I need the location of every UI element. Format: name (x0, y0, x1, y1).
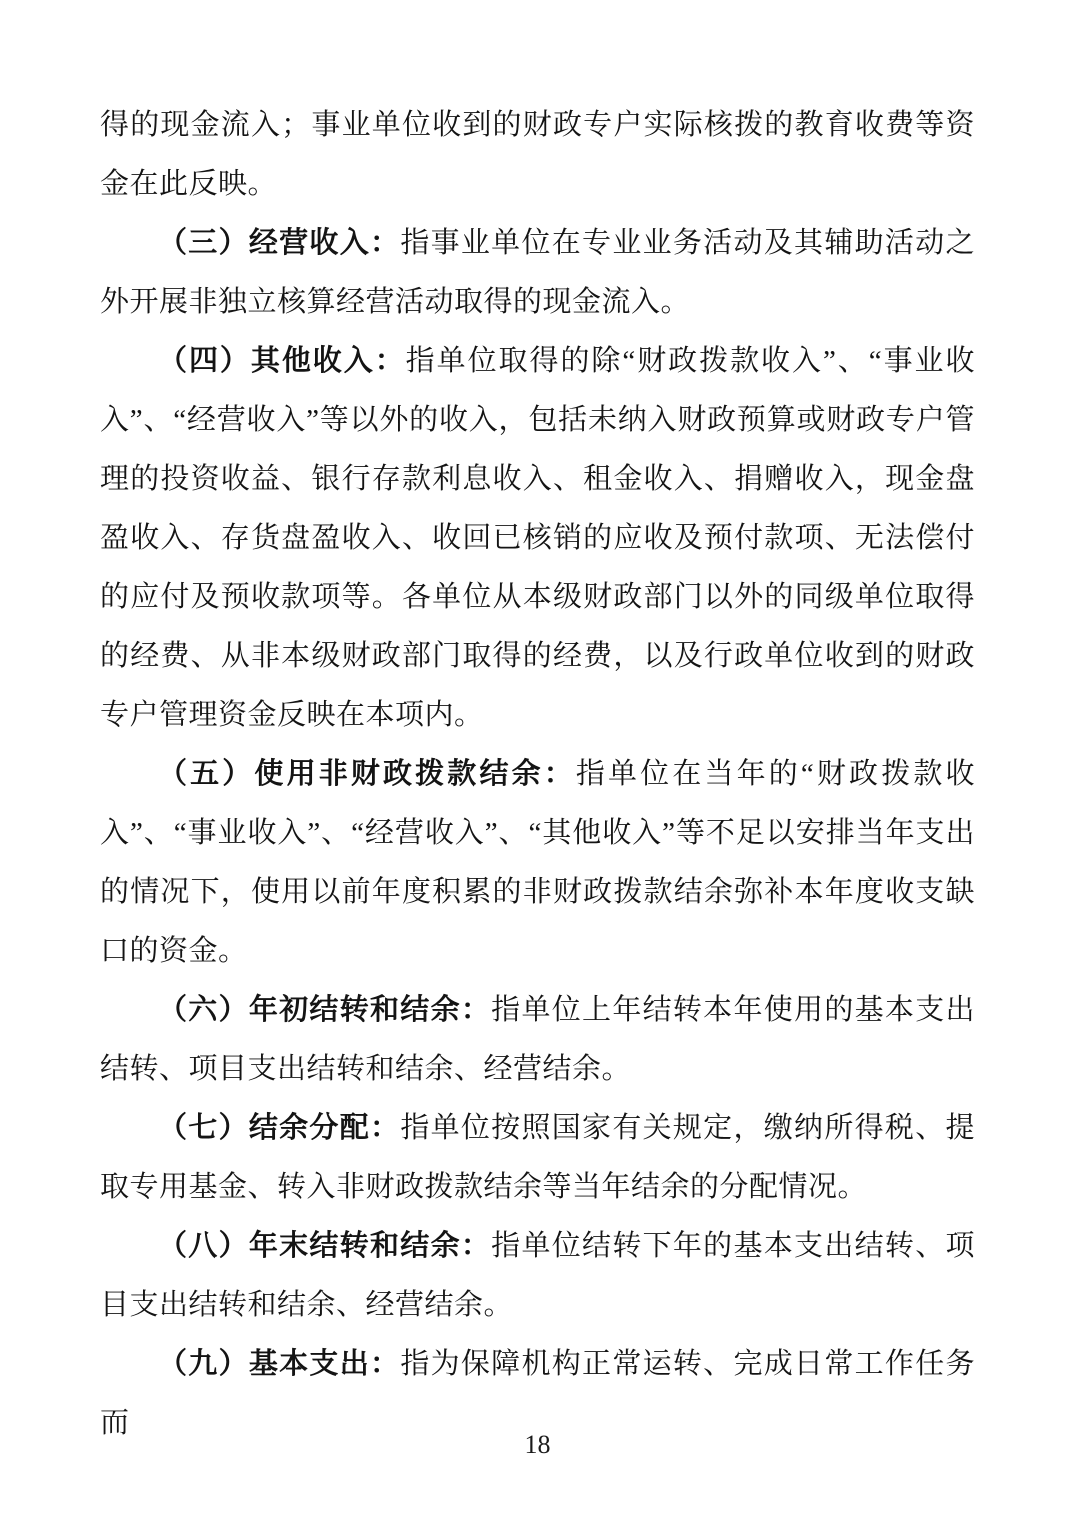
paragraph-heading: （五）使用非财政拨款结余： (158, 758, 576, 790)
page-number: 18 (524, 1430, 551, 1459)
paragraph-heading: （四）其他收入： (158, 345, 406, 377)
paragraph-item-5 (100, 745, 975, 981)
paragraph-text: 指单位上年结转本年使用的基本支出结转、项目支出结转和结余、经营结余。 (100, 994, 975, 1085)
paragraph-text: 得的现金流入；事业单位收到的财政专户实际核拨的教育收费等资金在此反映。 (100, 109, 975, 200)
paragraph-text: 指单位在当年的“财政拨款收入”、“事业收入”、“经营收入”、“其他收入”等不足以安排当年支出的情况下，使用以前年度积累的非财政拨款结余弥补本年度收支缺口的资金。 (100, 758, 975, 967)
paragraph-continuation (100, 96, 975, 214)
paragraph-text: 指为保障机构正常运转、完成日常工作任务而 (100, 1348, 975, 1439)
paragraph-heading: （七）结余分配： (158, 1112, 401, 1144)
document-body (100, 96, 975, 1453)
paragraph-text: 指事业单位在专业业务活动及其辅助活动之外开展非独立核算经营活动取得的现金流入。 (100, 227, 975, 318)
paragraph-heading: （六）年初结转和结余： (158, 994, 492, 1026)
paragraph-text: 指单位取得的除“财政拨款收入”、“事业收入”、“经营收入”等以外的收入，包括未纳入财政预算或财政专户管理的投资收益、银行存款利息收入、租金收入、捐赠收入，现金盘盈收入、存货盘盈收入、收回已核销的应收及预付款项、无法偿付的应付及预收款项等。各单位从本级财政部门以外的同级单位取得的经费、从非本级财政部门取得的经费，以及行政单位收到的财政专户管理资金反映在本项内。 (100, 345, 975, 731)
paragraph-heading: （三）经营收入： (158, 227, 401, 259)
paragraph-text: 指单位按照国家有关规定，缴纳所得税、提取专用基金、转入非财政拨款结余等当年结余的分配情况。 (100, 1112, 975, 1203)
paragraph-heading: （八）年末结转和结余： (158, 1230, 492, 1262)
paragraph-item-8 (100, 1217, 975, 1335)
paragraph-item-7 (100, 1099, 975, 1217)
paragraph-item-6 (100, 981, 975, 1099)
paragraph-text: 指单位结转下年的基本支出结转、项目支出结转和结余、经营结余。 (100, 1230, 975, 1321)
paragraph-item-4 (100, 332, 975, 745)
paragraph-heading: （九）基本支出： (158, 1348, 401, 1380)
paragraph-item-3 (100, 214, 975, 332)
